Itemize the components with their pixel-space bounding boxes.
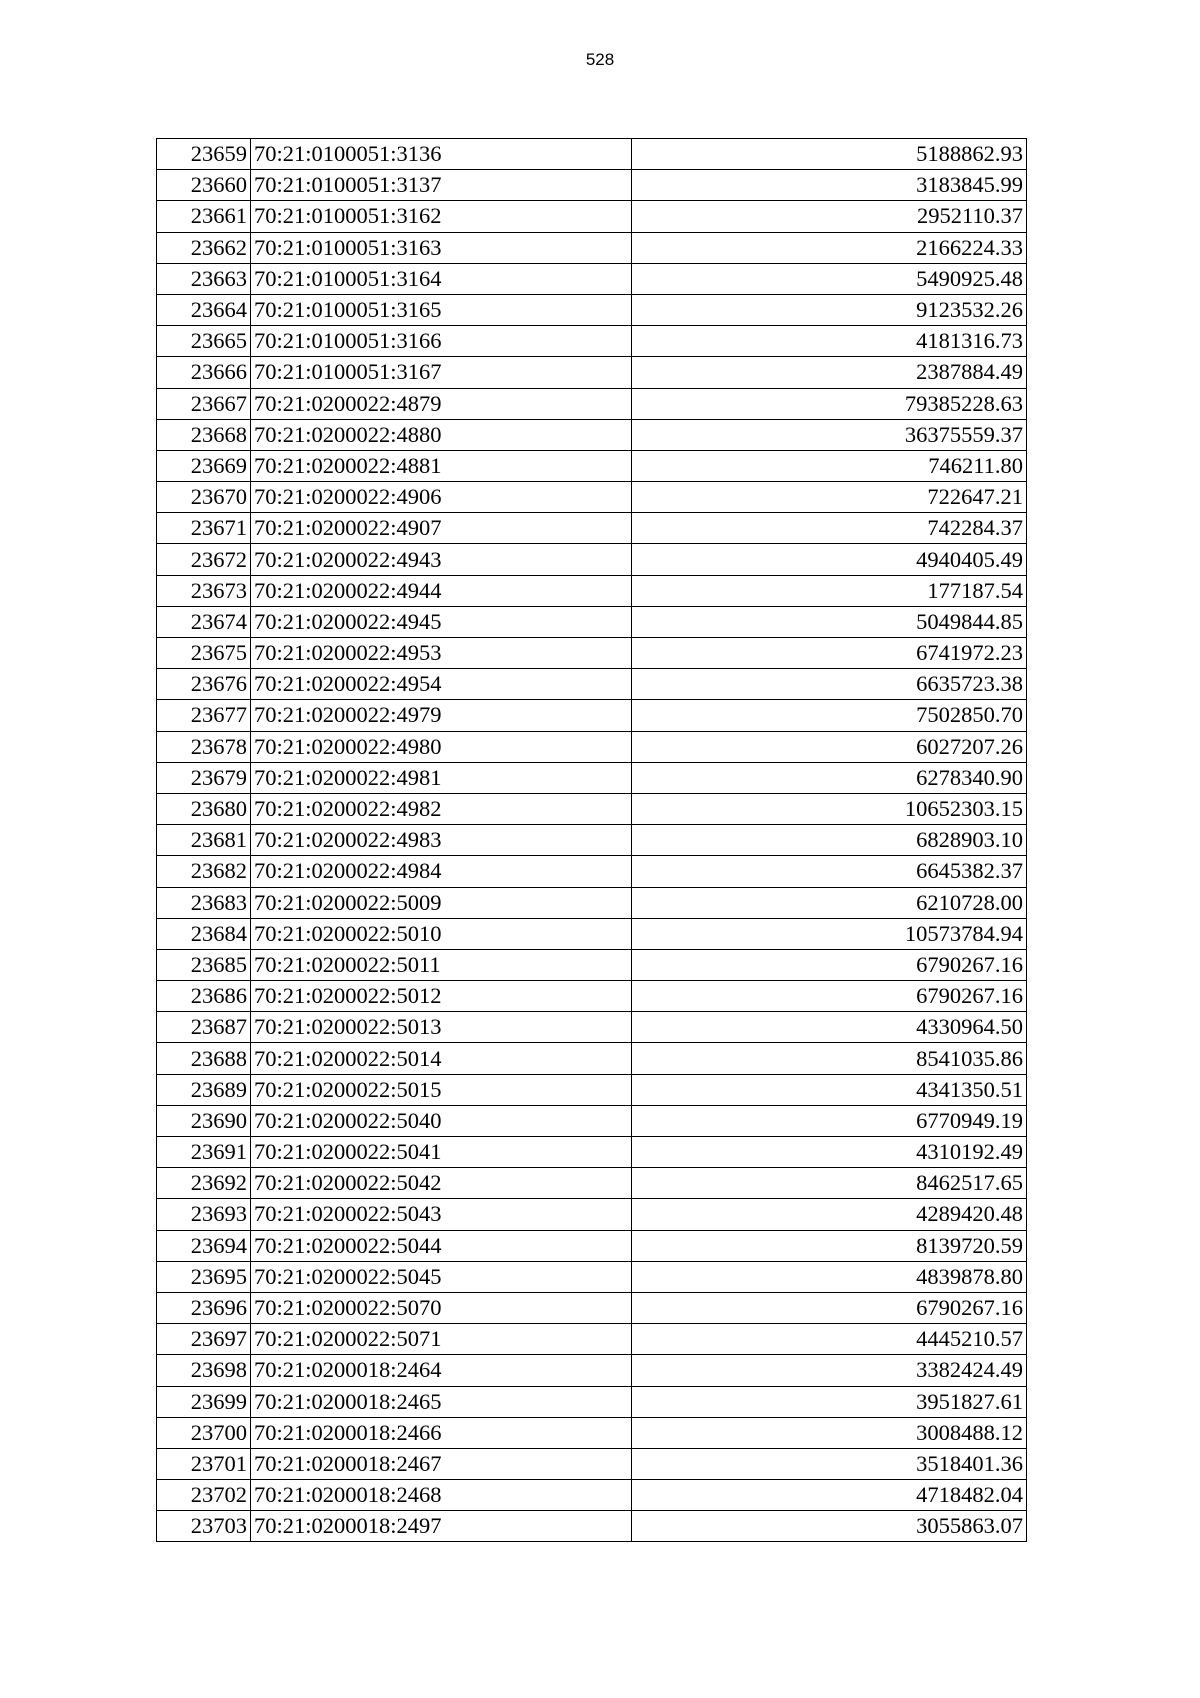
- row-number-cell: 23661: [157, 201, 251, 232]
- cadastral-value-table: [156, 138, 1027, 1542]
- table-body: [157, 139, 1027, 1542]
- cadastral-value-cell: 6790267.16: [632, 1292, 1027, 1323]
- table-row: [157, 1012, 1027, 1043]
- row-number-cell: 23669: [157, 450, 251, 481]
- cadastral-value-cell: 3008488.12: [632, 1417, 1027, 1448]
- cadastral-number-cell: 70:21:0100051:3163: [251, 232, 632, 263]
- cadastral-number-cell: 70:21:0200022:5015: [251, 1074, 632, 1105]
- table-row: [157, 669, 1027, 700]
- row-number-cell: 23700: [157, 1417, 251, 1448]
- table-row: [157, 856, 1027, 887]
- cadastral-value-cell: 4289420.48: [632, 1199, 1027, 1230]
- row-number-cell: 23687: [157, 1012, 251, 1043]
- table-row: [157, 1355, 1027, 1386]
- cadastral-number-cell: 70:21:0100051:3162: [251, 201, 632, 232]
- cadastral-value-cell: 7502850.70: [632, 700, 1027, 731]
- table-row: [157, 1168, 1027, 1199]
- cadastral-number-cell: 70:21:0200022:4979: [251, 700, 632, 731]
- cadastral-value-cell: 4330964.50: [632, 1012, 1027, 1043]
- cadastral-value-cell: 4718482.04: [632, 1480, 1027, 1511]
- cadastral-number-cell: 70:21:0200022:4944: [251, 575, 632, 606]
- cadastral-value-cell: 6635723.38: [632, 669, 1027, 700]
- cadastral-number-cell: 70:21:0200022:4907: [251, 513, 632, 544]
- row-number-cell: 23672: [157, 544, 251, 575]
- cadastral-number-cell: 70:21:0200022:4980: [251, 731, 632, 762]
- table-row: [157, 1137, 1027, 1168]
- row-number-cell: 23692: [157, 1168, 251, 1199]
- cadastral-number-cell: 70:21:0200018:2465: [251, 1386, 632, 1417]
- cadastral-number-cell: 70:21:0200022:4984: [251, 856, 632, 887]
- cadastral-value-cell: 6790267.16: [632, 949, 1027, 980]
- table-row: [157, 1417, 1027, 1448]
- cadastral-value-cell: 6828903.10: [632, 825, 1027, 856]
- row-number-cell: 23667: [157, 388, 251, 419]
- row-number-cell: 23688: [157, 1043, 251, 1074]
- cadastral-value-cell: 5049844.85: [632, 606, 1027, 637]
- table-row: [157, 482, 1027, 513]
- cadastral-value-cell: 8139720.59: [632, 1230, 1027, 1261]
- cadastral-number-cell: 70:21:0100051:3166: [251, 326, 632, 357]
- row-number-cell: 23696: [157, 1292, 251, 1323]
- cadastral-number-cell: 70:21:0200022:5012: [251, 981, 632, 1012]
- cadastral-value-cell: 6770949.19: [632, 1105, 1027, 1136]
- table-row: [157, 294, 1027, 325]
- table-row: [157, 575, 1027, 606]
- row-number-cell: 23685: [157, 949, 251, 980]
- table-row: [157, 762, 1027, 793]
- row-number-cell: 23703: [157, 1511, 251, 1542]
- table-row: [157, 450, 1027, 481]
- cadastral-value-cell: 10652303.15: [632, 793, 1027, 824]
- cadastral-value-cell: 3183845.99: [632, 170, 1027, 201]
- cadastral-number-cell: 70:21:0200022:5042: [251, 1168, 632, 1199]
- table-row: [157, 170, 1027, 201]
- cadastral-number-cell: 70:21:0200022:4881: [251, 450, 632, 481]
- cadastral-number-cell: 70:21:0200022:5014: [251, 1043, 632, 1074]
- table-row: [157, 201, 1027, 232]
- row-number-cell: 23702: [157, 1480, 251, 1511]
- cadastral-value-cell: 6790267.16: [632, 981, 1027, 1012]
- cadastral-number-cell: 70:21:0100051:3164: [251, 263, 632, 294]
- cadastral-number-cell: 70:21:0200022:4953: [251, 638, 632, 669]
- table-row: [157, 1324, 1027, 1355]
- row-number-cell: 23695: [157, 1261, 251, 1292]
- cadastral-value-cell: 8541035.86: [632, 1043, 1027, 1074]
- table-row: [157, 981, 1027, 1012]
- cadastral-number-cell: 70:21:0200022:5009: [251, 887, 632, 918]
- cadastral-value-cell: 6741972.23: [632, 638, 1027, 669]
- table-row: [157, 606, 1027, 637]
- cadastral-value-cell: 9123532.26: [632, 294, 1027, 325]
- cadastral-number-cell: 70:21:0200022:5010: [251, 918, 632, 949]
- table-row: [157, 1261, 1027, 1292]
- cadastral-number-cell: 70:21:0200018:2497: [251, 1511, 632, 1542]
- cadastral-number-cell: 70:21:0200022:5044: [251, 1230, 632, 1261]
- table-row: [157, 388, 1027, 419]
- cadastral-number-cell: 70:21:0200018:2467: [251, 1448, 632, 1479]
- cadastral-value-cell: 2952110.37: [632, 201, 1027, 232]
- cadastral-value-cell: 6278340.90: [632, 762, 1027, 793]
- table-row: [157, 1292, 1027, 1323]
- row-number-cell: 23694: [157, 1230, 251, 1261]
- table-row: [157, 1230, 1027, 1261]
- cadastral-number-cell: 70:21:0100051:3137: [251, 170, 632, 201]
- cadastral-number-cell: 70:21:0100051:3136: [251, 139, 632, 170]
- row-number-cell: 23663: [157, 263, 251, 294]
- cadastral-value-cell: 4341350.51: [632, 1074, 1027, 1105]
- cadastral-value-cell: 3518401.36: [632, 1448, 1027, 1479]
- cadastral-number-cell: 70:21:0200022:4880: [251, 419, 632, 450]
- row-number-cell: 23689: [157, 1074, 251, 1105]
- page-number: 528: [585, 50, 615, 69]
- cadastral-value-cell: 6027207.26: [632, 731, 1027, 762]
- cadastral-value-cell: 10573784.94: [632, 918, 1027, 949]
- cadastral-value-cell: 5188862.93: [632, 139, 1027, 170]
- row-number-cell: 23676: [157, 669, 251, 700]
- cadastral-value-cell: 4839878.80: [632, 1261, 1027, 1292]
- cadastral-value-cell: 5490925.48: [632, 263, 1027, 294]
- cadastral-number-cell: 70:21:0200022:5013: [251, 1012, 632, 1043]
- row-number-cell: 23671: [157, 513, 251, 544]
- row-number-cell: 23678: [157, 731, 251, 762]
- cadastral-number-cell: 70:21:0200018:2464: [251, 1355, 632, 1386]
- table-row: [157, 263, 1027, 294]
- cadastral-value-cell: 4310192.49: [632, 1137, 1027, 1168]
- cadastral-number-cell: 70:21:0200022:4981: [251, 762, 632, 793]
- cadastral-value-cell: 742284.37: [632, 513, 1027, 544]
- table-row: [157, 887, 1027, 918]
- row-number-cell: 23665: [157, 326, 251, 357]
- table-row: [157, 1074, 1027, 1105]
- table-row: [157, 1199, 1027, 1230]
- cadastral-value-cell: 746211.80: [632, 450, 1027, 481]
- table-row: [157, 1511, 1027, 1542]
- row-number-cell: 23699: [157, 1386, 251, 1417]
- table-row: [157, 825, 1027, 856]
- row-number-cell: 23697: [157, 1324, 251, 1355]
- row-number-cell: 23659: [157, 139, 251, 170]
- row-number-cell: 23684: [157, 918, 251, 949]
- table-row: [157, 1105, 1027, 1136]
- cadastral-value-cell: 3382424.49: [632, 1355, 1027, 1386]
- row-number-cell: 23673: [157, 575, 251, 606]
- table-row: [157, 513, 1027, 544]
- table-row: [157, 638, 1027, 669]
- row-number-cell: 23670: [157, 482, 251, 513]
- row-number-cell: 23701: [157, 1448, 251, 1479]
- row-number-cell: 23674: [157, 606, 251, 637]
- table-row: [157, 949, 1027, 980]
- row-number-cell: 23680: [157, 793, 251, 824]
- cadastral-number-cell: 70:21:0200022:4879: [251, 388, 632, 419]
- table-row: [157, 700, 1027, 731]
- cadastral-value-cell: 177187.54: [632, 575, 1027, 606]
- row-number-cell: 23682: [157, 856, 251, 887]
- cadastral-number-cell: 70:21:0200022:5041: [251, 1137, 632, 1168]
- row-number-cell: 23677: [157, 700, 251, 731]
- row-number-cell: 23683: [157, 887, 251, 918]
- cadastral-number-cell: 70:21:0200018:2466: [251, 1417, 632, 1448]
- row-number-cell: 23681: [157, 825, 251, 856]
- cadastral-number-cell: 70:21:0200022:4906: [251, 482, 632, 513]
- cadastral-number-cell: 70:21:0200022:5045: [251, 1261, 632, 1292]
- table-row: [157, 1043, 1027, 1074]
- cadastral-number-cell: 70:21:0200022:5043: [251, 1199, 632, 1230]
- table-row: [157, 1480, 1027, 1511]
- table-row: [157, 232, 1027, 263]
- cadastral-value-cell: 4181316.73: [632, 326, 1027, 357]
- row-number-cell: 23662: [157, 232, 251, 263]
- cadastral-value-cell: 79385228.63: [632, 388, 1027, 419]
- cadastral-value-cell: 2166224.33: [632, 232, 1027, 263]
- table-row: [157, 326, 1027, 357]
- cadastral-value-cell: 2387884.49: [632, 357, 1027, 388]
- row-number-cell: 23664: [157, 294, 251, 325]
- table-row: [157, 139, 1027, 170]
- row-number-cell: 23698: [157, 1355, 251, 1386]
- cadastral-value-cell: 3951827.61: [632, 1386, 1027, 1417]
- cadastral-value-cell: 4940405.49: [632, 544, 1027, 575]
- cadastral-value-cell: 722647.21: [632, 482, 1027, 513]
- table-row: [157, 918, 1027, 949]
- row-number-cell: 23666: [157, 357, 251, 388]
- cadastral-number-cell: 70:21:0200022:5011: [251, 949, 632, 980]
- cadastral-value-cell: 3055863.07: [632, 1511, 1027, 1542]
- cadastral-number-cell: 70:21:0200022:4945: [251, 606, 632, 637]
- row-number-cell: 23686: [157, 981, 251, 1012]
- table-row: [157, 1448, 1027, 1479]
- row-number-cell: 23660: [157, 170, 251, 201]
- table-row: [157, 1386, 1027, 1417]
- cadastral-number-cell: 70:21:0200022:5040: [251, 1105, 632, 1136]
- cadastral-number-cell: 70:21:0100051:3167: [251, 357, 632, 388]
- cadastral-value-cell: 36375559.37: [632, 419, 1027, 450]
- row-number-cell: 23691: [157, 1137, 251, 1168]
- table-row: [157, 731, 1027, 762]
- cadastral-value-cell: 4445210.57: [632, 1324, 1027, 1355]
- row-number-cell: 23675: [157, 638, 251, 669]
- cadastral-value-cell: 8462517.65: [632, 1168, 1027, 1199]
- cadastral-value-cell: 6210728.00: [632, 887, 1027, 918]
- table-row: [157, 357, 1027, 388]
- row-number-cell: 23679: [157, 762, 251, 793]
- cadastral-number-cell: 70:21:0200022:4983: [251, 825, 632, 856]
- cadastral-value-cell: 6645382.37: [632, 856, 1027, 887]
- cadastral-number-cell: 70:21:0200022:5071: [251, 1324, 632, 1355]
- table-row: [157, 419, 1027, 450]
- table-row: [157, 544, 1027, 575]
- cadastral-number-cell: 70:21:0200022:4954: [251, 669, 632, 700]
- cadastral-number-cell: 70:21:0200018:2468: [251, 1480, 632, 1511]
- cadastral-number-cell: 70:21:0200022:5070: [251, 1292, 632, 1323]
- cadastral-number-cell: 70:21:0200022:4982: [251, 793, 632, 824]
- table-row: [157, 793, 1027, 824]
- cadastral-number-cell: 70:21:0100051:3165: [251, 294, 632, 325]
- cadastral-number-cell: 70:21:0200022:4943: [251, 544, 632, 575]
- row-number-cell: 23693: [157, 1199, 251, 1230]
- row-number-cell: 23668: [157, 419, 251, 450]
- row-number-cell: 23690: [157, 1105, 251, 1136]
